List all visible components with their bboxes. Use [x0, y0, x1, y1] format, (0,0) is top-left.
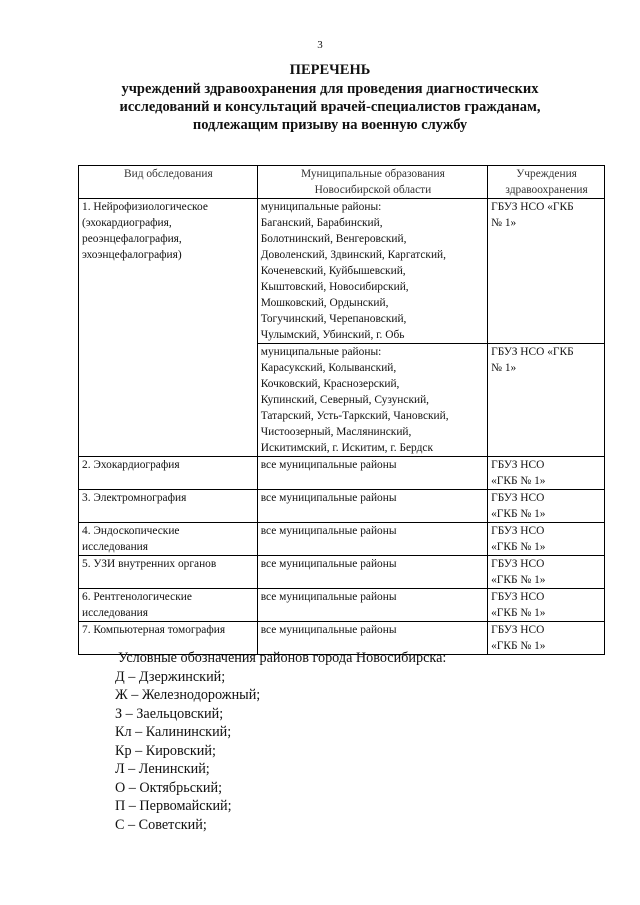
- facility-cell: [488, 523, 605, 556]
- cell-line: № 1»: [491, 217, 517, 229]
- table-row: [79, 589, 605, 622]
- exam-cell: [79, 556, 258, 589]
- institutions-table: [78, 165, 605, 655]
- cell-line: 4. Эндоскопические: [82, 525, 180, 537]
- cell-line: 6. Рентгенологические: [82, 591, 192, 603]
- cell-line: 7. Компьютерная томография: [82, 624, 226, 636]
- table-row: [79, 457, 605, 490]
- legend-item: П – Первомайский;: [115, 798, 232, 814]
- subtitle-line: учреждений здравоохранения для проведения диагностических: [121, 81, 539, 97]
- table-row: [79, 556, 605, 589]
- table-row: [79, 523, 605, 556]
- cell-line: Чулымский, Убинский, г. Обь: [260, 329, 405, 341]
- subtitle-line: подлежащим призыву на военную службу: [192, 117, 468, 133]
- legend-item: Кр – Кировский;: [115, 742, 216, 759]
- exam-cell: [79, 490, 258, 523]
- legend-item: О – Октябрьский;: [115, 779, 223, 796]
- legend-item: Д – Дзержинский;: [115, 668, 226, 685]
- cell-line: (эхокардиография,: [82, 217, 172, 229]
- cell-line: № 1»: [491, 362, 517, 374]
- cell-line: реоэнцефалография,: [82, 233, 182, 245]
- exam-cell: [79, 589, 258, 622]
- cell-line: Кыштовский, Новосибирский,: [260, 281, 409, 293]
- cell-line: Баганский, Барабинский,: [260, 217, 383, 229]
- cell-line: Чистоозерный, Маслянинский,: [260, 426, 412, 438]
- cell-line: Кочковский, Краснозерский,: [260, 378, 400, 390]
- cell-line: муниципальные районы:: [260, 346, 382, 358]
- subtitle-line: исследований и консультаций врачей-специалистов гражданам,: [119, 99, 541, 115]
- legend-title: Условные обозначения районов города Новосибирска:: [118, 650, 447, 666]
- cell-line: 5. УЗИ внутренних органов: [82, 558, 217, 570]
- cell-line: ГБУЗ НСО: [491, 492, 545, 504]
- cell-line: эхоэнцефалография): [82, 249, 182, 261]
- facility-cell: [488, 457, 605, 490]
- cell-line: Доволенский, Здвинский, Каргатский,: [260, 249, 446, 261]
- cell-line: ГБУЗ НСО: [491, 459, 545, 471]
- cell-line: Искитимский, г. Искитим, г. Бердск: [260, 442, 433, 454]
- cell-line: «ГКБ № 1»: [491, 607, 546, 619]
- header-line: Новосибирской области: [314, 184, 432, 196]
- exam-cell: [79, 457, 258, 490]
- header-line: Учреждения: [516, 168, 577, 180]
- legend-item: Кл – Калининский;: [115, 724, 232, 740]
- cell-line: ГБУЗ НСО: [491, 591, 545, 603]
- exam-cell: [79, 199, 258, 457]
- facility-cell: [488, 344, 605, 457]
- cell-line: «ГКБ № 1»: [491, 475, 546, 487]
- cell-line: ГБУЗ НСО: [491, 558, 545, 570]
- legend-item: Ж – Железнодорожный;: [115, 687, 261, 703]
- cell-line: ГБУЗ НСО «ГКБ: [491, 201, 574, 213]
- cell-line: ГБУЗ НСО: [491, 624, 545, 636]
- districts-cell: все муниципальные районы: [257, 490, 487, 523]
- cell-line: ГБУЗ НСО: [491, 525, 545, 537]
- cell-line: Коченевский, Куйбышевский,: [260, 265, 406, 277]
- table-row: [79, 199, 605, 344]
- cell-line: 2. Эхокардиография: [82, 459, 180, 471]
- page-number: 3: [317, 39, 323, 51]
- facility-cell: [488, 199, 605, 344]
- cell-line: ГБУЗ НСО «ГКБ: [491, 346, 574, 358]
- table-row: [79, 490, 605, 523]
- exam-cell: [79, 523, 258, 556]
- cell-line: Тогучинский, Черепановский,: [260, 313, 407, 325]
- facility-cell: [488, 556, 605, 589]
- districts-cell: все муниципальные районы: [257, 589, 487, 622]
- cell-line: исследования: [82, 541, 149, 553]
- cell-line: Болотнинский, Венгеровский,: [260, 233, 407, 245]
- facility-cell: [488, 589, 605, 622]
- cell-line: Купинский, Северный, Сузунский,: [260, 394, 430, 406]
- cell-line: «ГКБ № 1»: [491, 508, 546, 520]
- table-header-row: [79, 166, 605, 199]
- districts-cell: [257, 199, 487, 344]
- cell-line: «ГКБ № 1»: [491, 574, 546, 586]
- header-municipalities: [257, 166, 487, 199]
- header-facilities: [488, 166, 605, 199]
- document-title: ПЕРЕЧЕНЬ: [289, 62, 371, 78]
- facility-cell: [488, 490, 605, 523]
- legend-item: З – Заельцовский;: [115, 705, 224, 722]
- header-line: здравоохранения: [505, 184, 588, 196]
- districts-cell: все муниципальные районы: [257, 523, 487, 556]
- cell-line: Мошковский, Ордынский,: [260, 297, 389, 309]
- cell-line: исследования: [82, 607, 149, 619]
- cell-line: 3. Электромнография: [82, 492, 187, 504]
- district-legend: [115, 649, 595, 834]
- districts-cell: все муниципальные районы: [257, 457, 487, 490]
- cell-line: муниципальные районы:: [260, 201, 382, 213]
- districts-cell: [257, 344, 487, 457]
- legend-item: С – Советский;: [115, 816, 207, 833]
- header-exam-type: Вид обследования: [79, 166, 258, 199]
- header-line: Муниципальные образования: [301, 168, 445, 180]
- cell-line: Карасукский, Колыванский,: [260, 362, 397, 374]
- document-subtitle: [80, 80, 580, 134]
- districts-cell: все муниципальные районы: [257, 556, 487, 589]
- legend-item: Л – Ленинский;: [115, 761, 210, 777]
- cell-line: «ГКБ № 1»: [491, 541, 546, 553]
- cell-line: Татарский, Усть-Таркский, Чановский,: [260, 410, 449, 422]
- districts-cell: все муниципальные районы: [257, 622, 487, 655]
- cell-line: «ГКБ № 1»: [491, 640, 546, 652]
- cell-line: 1. Нейрофизиологическое: [82, 201, 208, 213]
